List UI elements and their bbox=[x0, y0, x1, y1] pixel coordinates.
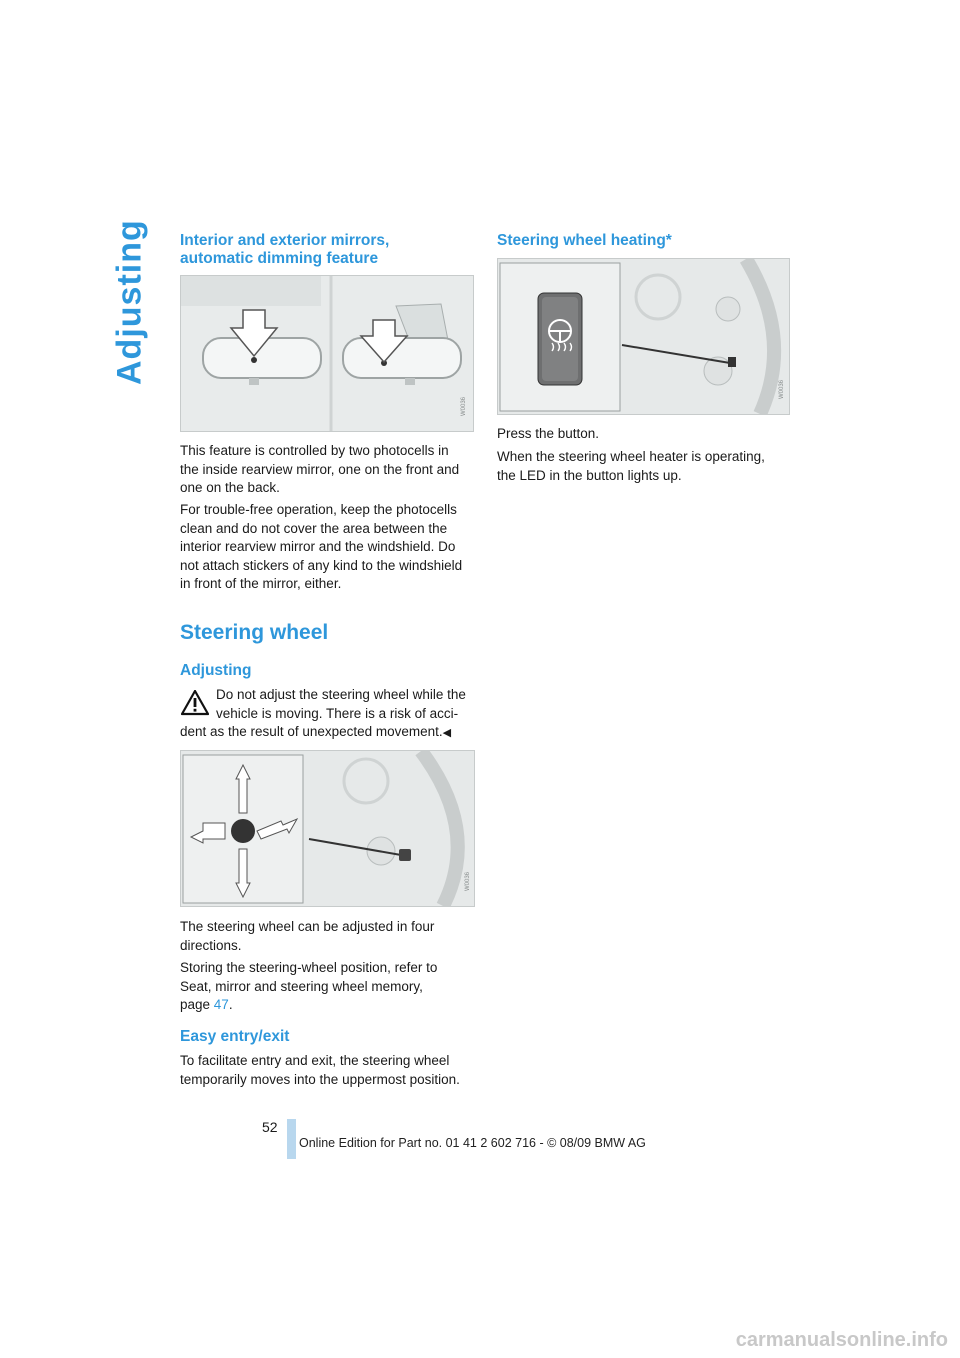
edition-footer: Online Edition for Part no. 01 41 2 602 716 - © 08/09 BMW AG bbox=[299, 1136, 646, 1150]
steering-paragraph-2 bbox=[180, 959, 480, 1015]
text-line: The steering wheel can be adjusted in four bbox=[180, 919, 435, 934]
mirrors-figure-code: W0036 bbox=[461, 396, 467, 416]
page-ref-suffix: . bbox=[228, 997, 233, 1012]
text-line: Seat, mirror and steering wheel memory, bbox=[180, 978, 423, 994]
text-line: This feature is controlled by two photocells in bbox=[180, 443, 449, 458]
heating-paragraph-2 bbox=[497, 448, 797, 485]
text-line: interior rearview mirror and the windshield. Do bbox=[180, 539, 456, 554]
text-line: the LED in the button lights up. bbox=[497, 467, 682, 483]
heating-heading: Steering wheel heating* bbox=[497, 232, 672, 249]
steering-adjust-figure bbox=[180, 750, 475, 907]
end-mark: ◀ bbox=[442, 727, 452, 739]
steering-paragraph-1 bbox=[180, 918, 480, 955]
text-line: one on the back. bbox=[180, 480, 280, 495]
steering-wheel-section-title: Steering wheel bbox=[180, 621, 329, 644]
text-line: To facilitate entry and exit, the steering wheel bbox=[180, 1053, 450, 1068]
heating-figure bbox=[497, 258, 790, 415]
footer-accent-bar bbox=[287, 1119, 296, 1159]
text-line: temporarily moves into the uppermost position. bbox=[180, 1071, 460, 1087]
steering-figure-code: W0036 bbox=[465, 871, 471, 891]
mirrors-paragraph-1 bbox=[180, 442, 480, 498]
mirrors-figure bbox=[180, 275, 474, 432]
mirrors-heading-line-2: automatic dimming feature bbox=[180, 250, 379, 267]
text-line bbox=[180, 996, 480, 1015]
heating-paragraph-1: Press the button. bbox=[497, 426, 600, 441]
chapter-side-title: Adjusting bbox=[110, 219, 149, 385]
heating-figure-code: W0036 bbox=[779, 379, 785, 399]
mirrors-heading-line-1: Interior and exterior mirrors, bbox=[180, 232, 390, 249]
mirrors-paragraph-2 bbox=[180, 501, 480, 594]
easy-entry-heading: Easy entry/exit bbox=[180, 1028, 290, 1045]
text-line: When the steering wheel heater is operating, bbox=[497, 449, 765, 464]
text-line: the inside rearview mirror, one on the front and bbox=[180, 461, 460, 477]
adjusting-heading: Adjusting bbox=[180, 662, 252, 679]
warning-icon bbox=[181, 690, 209, 716]
text-line: dent as the result of unexpected movement. bbox=[180, 724, 443, 739]
text-line: clean and do not cover the area between the bbox=[180, 520, 448, 536]
easy-entry-paragraph bbox=[180, 1052, 480, 1089]
text-line: For trouble-free operation, keep the photocells bbox=[180, 502, 457, 517]
page-ref-prefix: page bbox=[180, 997, 214, 1012]
text-line: not attach stickers of any kind to the windshield bbox=[180, 557, 463, 573]
warning-line-1: Do not adjust the steering wheel while the bbox=[216, 687, 466, 702]
text-line: in front of the mirror, either. bbox=[180, 576, 342, 591]
page-number: 52 bbox=[262, 1119, 278, 1135]
text-line: Storing the steering-wheel position, refer to bbox=[180, 960, 438, 975]
page-47-link[interactable]: 47 bbox=[213, 997, 229, 1012]
mirrors-heading bbox=[180, 232, 389, 268]
watermark: carmanualsonline.info bbox=[735, 1329, 948, 1351]
warning-line-3 bbox=[180, 723, 480, 743]
text-line: directions. bbox=[180, 937, 242, 953]
warning-line-2: vehicle is moving. There is a risk of acci- bbox=[216, 705, 459, 721]
